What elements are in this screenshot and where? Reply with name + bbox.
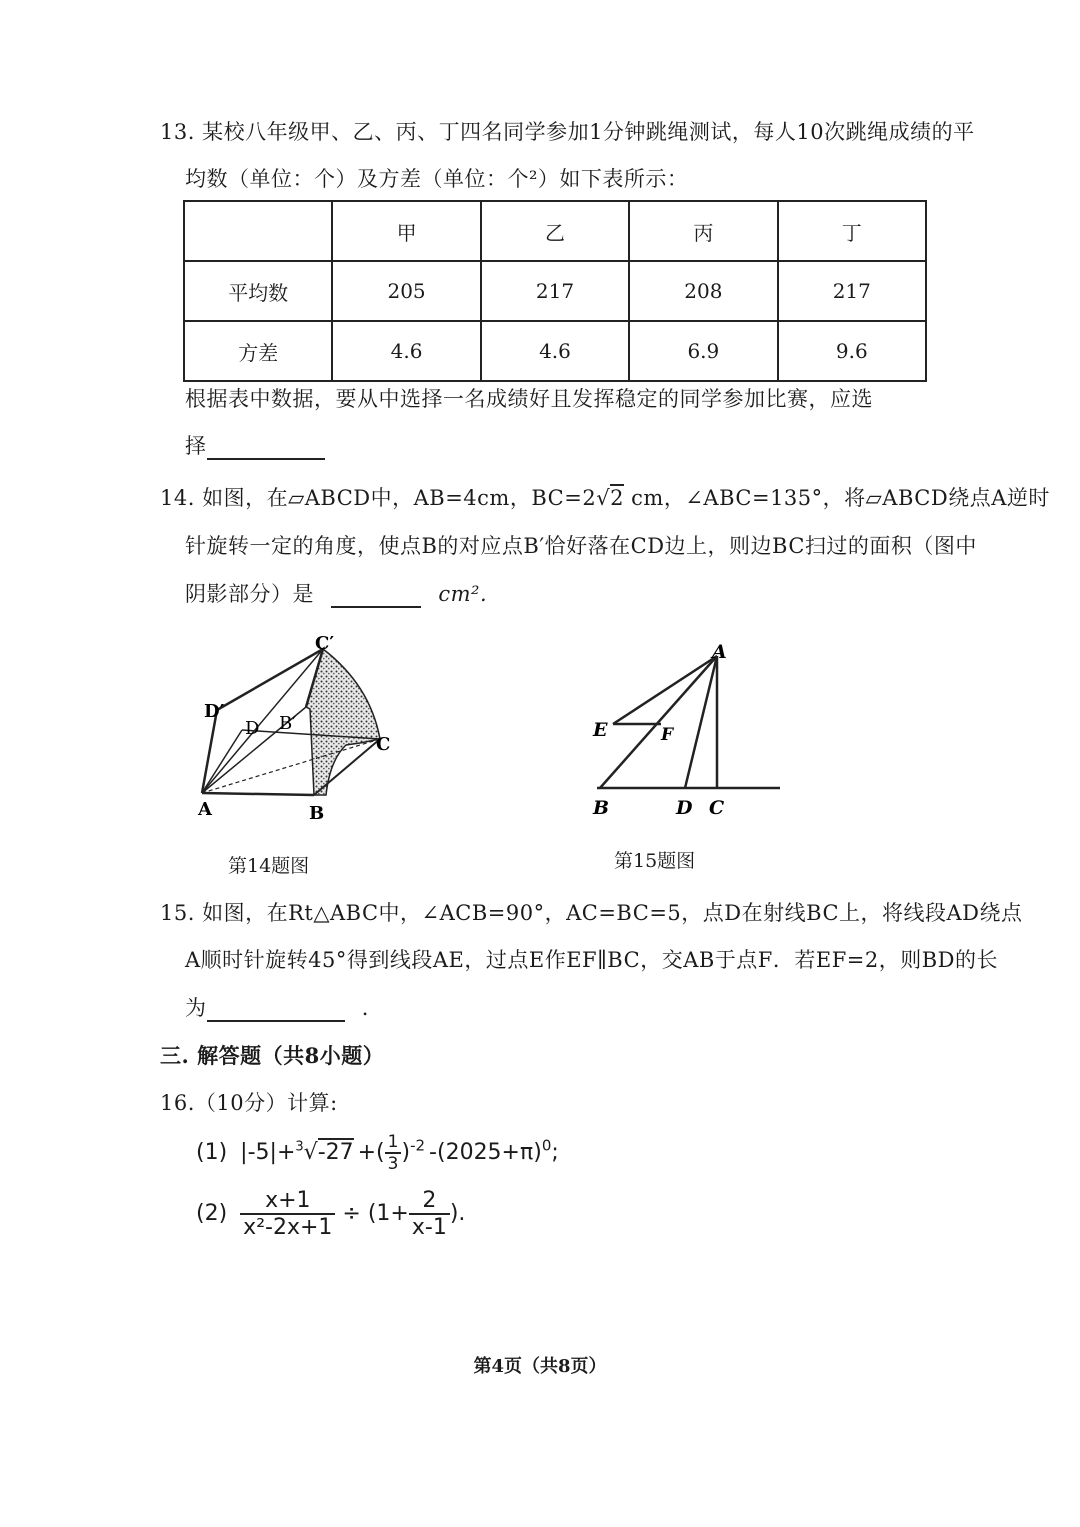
exponent-zero: 0 xyxy=(541,1136,552,1155)
part2-label: (2) xyxy=(196,1201,228,1226)
pi-term: -(2025+π) xyxy=(429,1140,542,1165)
q15-line1: 15. 如图，在Rt△ABC中，∠ACB=90°，AC=BC=5，点D在射线BC上，将线段AD绕点 xyxy=(160,901,1023,925)
fraction-rational xyxy=(240,1188,335,1240)
section-heading: 三. 解答题（共8小题） xyxy=(160,1043,385,1068)
root-body: -27 xyxy=(317,1140,354,1165)
label-d-prime: D′ xyxy=(204,701,225,722)
sqrt-sign: √ xyxy=(596,486,611,510)
figure-14 xyxy=(180,625,420,830)
table-row xyxy=(184,321,926,381)
label-e: E xyxy=(593,719,608,741)
q13-line4 xyxy=(185,430,325,460)
fraction-denominator: x-1 xyxy=(411,1215,447,1240)
q16-part2 xyxy=(196,1188,465,1240)
page-footer: 第4页（共8页） xyxy=(473,1356,607,1377)
fraction-denominator: x²-2x+1 xyxy=(243,1215,333,1240)
q16-part1 xyxy=(196,1132,559,1174)
table-cell: 甲 xyxy=(332,201,480,261)
table-cell: 208 xyxy=(629,261,777,321)
edge-ab xyxy=(202,793,314,795)
figure-15-caption: 第15题图 xyxy=(614,850,696,872)
table-cell xyxy=(184,201,332,261)
table-cell: 205 xyxy=(332,261,480,321)
open-paren: +( xyxy=(357,1140,385,1165)
q14-line1-a: 14. 如图，在▱ABCD中，AB=4cm，BC=2 xyxy=(160,486,597,510)
answer-blank[interactable] xyxy=(207,998,345,1022)
q15-line3-b: . xyxy=(361,996,369,1020)
answer-blank[interactable] xyxy=(207,436,325,460)
part1-label: (1) xyxy=(196,1140,228,1165)
sqrt-radicand: 2 xyxy=(610,486,624,510)
q16-title: 16.（10分）计算: xyxy=(160,1091,338,1115)
answer-blank[interactable] xyxy=(331,584,421,608)
table-row xyxy=(184,261,926,321)
q14-line1 xyxy=(160,482,1050,512)
q15-line2: A顺时针旋转45°得到线段AE，过点E作EF∥BC，交AB于点F．若EF=2，则BD的长 xyxy=(185,948,998,972)
exponent-neg-two: -2 xyxy=(410,1136,426,1155)
q14-unit: cm². xyxy=(438,582,488,606)
semicolon: ; xyxy=(551,1140,559,1165)
label-b: B xyxy=(593,797,610,819)
q14-line3 xyxy=(185,578,487,608)
label-a: A xyxy=(198,799,212,820)
label-b: B xyxy=(309,803,325,824)
table-cell: 4.6 xyxy=(481,321,629,381)
label-d: D xyxy=(676,797,693,819)
root-index: 3 xyxy=(295,1139,304,1155)
table-cell: 乙 xyxy=(481,201,629,261)
label-f: F xyxy=(661,725,674,745)
table-cell: 丙 xyxy=(629,201,777,261)
scores-table xyxy=(183,200,927,382)
q13-line2: 均数（单位：个）及方差（单位：个²）如下表所示： xyxy=(185,167,689,191)
figure-14-caption: 第14题图 xyxy=(228,855,310,877)
table-cell: 平均数 xyxy=(184,261,332,321)
table-cell: 9.6 xyxy=(778,321,926,381)
close-paren: ) xyxy=(401,1140,411,1165)
figure-15 xyxy=(585,638,790,838)
close-paren: ). xyxy=(449,1201,466,1226)
fraction-numerator: 1 xyxy=(385,1132,402,1154)
rotated-top-edges xyxy=(217,649,323,710)
q15-line3-a: 为 xyxy=(185,996,207,1020)
plus-sign: + xyxy=(276,1140,296,1165)
label-a: A xyxy=(712,641,727,663)
radical-sign: √ xyxy=(303,1140,318,1165)
table-cell: 6.9 xyxy=(629,321,777,381)
fraction-denominator: 3 xyxy=(387,1154,399,1174)
diagonal-ac xyxy=(202,739,380,793)
table-cell: 217 xyxy=(778,261,926,321)
q15-line3 xyxy=(185,992,369,1022)
label-c: C xyxy=(376,734,391,755)
fraction-one-third xyxy=(385,1132,402,1174)
q13-line1: 13. 某校八年级甲、乙、丙、丁四名同学参加1分钟跳绳测试，每人10次跳绳成绩的平 xyxy=(160,120,975,144)
fraction-two xyxy=(409,1188,450,1240)
label-c: C xyxy=(709,797,725,819)
q13-line3: 根据表中数据，要从中选择一名成绩好且发挥稳定的同学参加比赛，应选 xyxy=(185,387,873,411)
label-b-prime: B′ xyxy=(279,713,297,734)
fraction-numerator: 2 xyxy=(409,1188,450,1215)
fraction-numerator: x+1 xyxy=(240,1188,335,1215)
q14-line3-a: 阴影部分）是 xyxy=(185,582,314,606)
table-cell: 丁 xyxy=(778,201,926,261)
table-cell: 217 xyxy=(481,261,629,321)
q14-line1-b: cm，∠ABC=135°，将▱ABCD绕点A逆时 xyxy=(623,486,1050,510)
q14-line2: 针旋转一定的角度，使点B的对应点B′恰好落在CD边上，则边BC扫过的面积（图中 xyxy=(185,534,977,558)
table-cell: 方差 xyxy=(184,321,332,381)
table-cell: 4.6 xyxy=(332,321,480,381)
label-d: D xyxy=(245,718,260,739)
table-header-row xyxy=(184,201,926,261)
abs-term: |-5| xyxy=(240,1140,277,1165)
q13-line4-text: 择 xyxy=(185,434,207,458)
division-term: ÷ (1+ xyxy=(342,1201,409,1226)
label-c-prime: C′ xyxy=(315,633,335,654)
